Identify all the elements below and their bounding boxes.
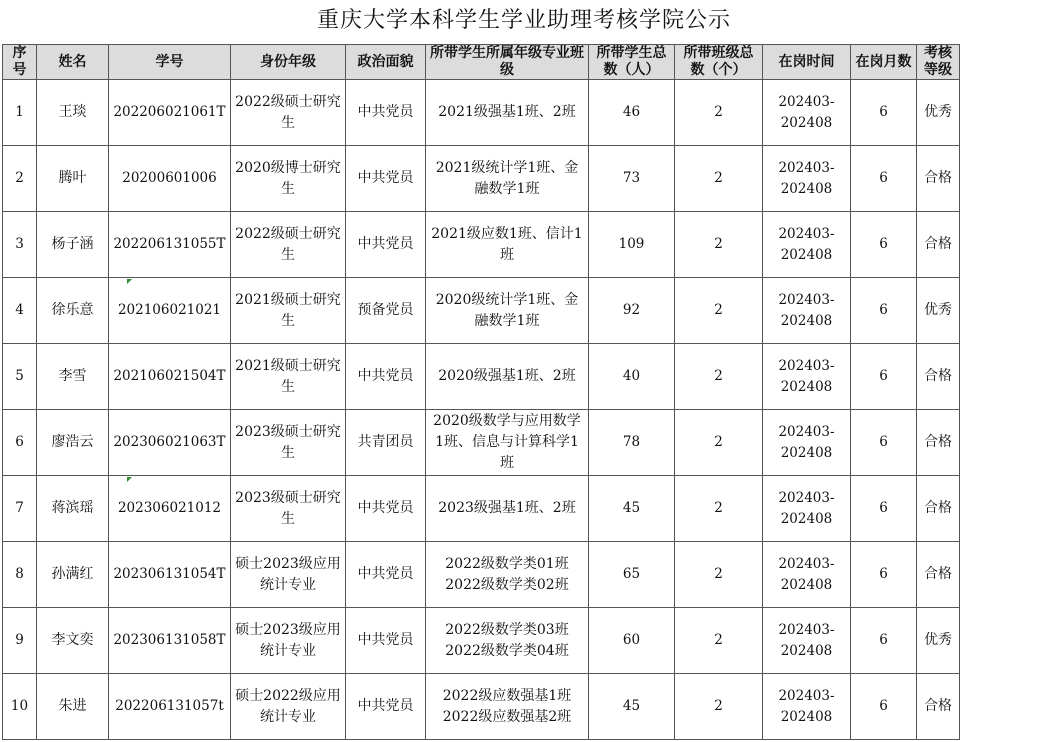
col-header-students: 所带学生总数（人）: [589, 45, 675, 80]
cell-no: 5: [3, 344, 37, 410]
table-row: [3, 476, 960, 542]
cell-name: 孙满红: [37, 542, 109, 608]
cell-grade: 2021级硕士研究生: [231, 344, 346, 410]
col-header-period: 在岗时间: [763, 45, 851, 80]
col-header-name: 姓名: [37, 45, 109, 80]
cell-name: 徐乐意: [37, 278, 109, 344]
cell-name: 蒋滨瑶: [37, 476, 109, 542]
cell-rating: 合格: [917, 212, 960, 278]
cell-student-count: 60: [589, 608, 675, 674]
cell-rating: 优秀: [917, 278, 960, 344]
cell-period: 202403-202408: [763, 278, 851, 344]
cell-rating: 合格: [917, 146, 960, 212]
page-title: 重庆大学本科学生学业助理考核学院公示: [316, 8, 731, 33]
cell-classes: 2023级强基1班、2班: [426, 476, 589, 542]
cell-student-count: 46: [589, 80, 675, 146]
cell-student-count: 65: [589, 542, 675, 608]
cell-grade: 2022级硕士研究生: [231, 212, 346, 278]
col-header-months: 在岗月数: [851, 45, 917, 80]
cell-months: 6: [851, 80, 917, 146]
cell-period: 202403-202408: [763, 212, 851, 278]
cell-political-status: 中共党员: [346, 542, 426, 608]
cell-student-id: 202206131057t: [109, 674, 231, 740]
cell-months: 6: [851, 146, 917, 212]
cell-student-id: 202306021063T: [109, 410, 231, 476]
cell-student-id: 202206131055T: [109, 212, 231, 278]
cell-period: 202403-202408: [763, 146, 851, 212]
cell-grade: 2021级硕士研究生: [231, 278, 346, 344]
cell-classes: 2020级数学与应用数学1班、信息与计算科学1班: [426, 410, 589, 476]
cell-class-count: 2: [675, 476, 763, 542]
cell-rating: 合格: [917, 476, 960, 542]
cell-no: 7: [3, 476, 37, 542]
cell-no: 9: [3, 608, 37, 674]
cell-period: 202403-202408: [763, 542, 851, 608]
cell-no: 1: [3, 80, 37, 146]
cell-name: 李文奕: [37, 608, 109, 674]
col-header-political: 政治面貌: [346, 45, 426, 80]
cell-period: 202403-202408: [763, 476, 851, 542]
cell-months: 6: [851, 212, 917, 278]
cell-classes: 2022级应数强基1班 2022级应数强基2班: [426, 674, 589, 740]
cell-name: 腾叶: [37, 146, 109, 212]
cell-rating: 合格: [917, 410, 960, 476]
cell-grade: 硕士2023级应用统计专业: [231, 608, 346, 674]
cell-student-id: 202306131058T: [109, 608, 231, 674]
cell-student-count: 109: [589, 212, 675, 278]
cell-classes: 2022级数学类01班 2022级数学类02班: [426, 542, 589, 608]
cell-grade: 2023级硕士研究生: [231, 410, 346, 476]
table-row: [3, 410, 960, 476]
comment-marker: [127, 477, 132, 482]
cell-months: 6: [851, 344, 917, 410]
cell-political-status: 共青团员: [346, 410, 426, 476]
cell-grade: 硕士2022级应用统计专业: [231, 674, 346, 740]
cell-rating: 合格: [917, 542, 960, 608]
cell-grade: 2022级硕士研究生: [231, 80, 346, 146]
cell-grade: 2020级博士研究生: [231, 146, 346, 212]
cell-months: 6: [851, 674, 917, 740]
table-row: [3, 146, 960, 212]
header-row: [3, 45, 960, 80]
cell-period: 202403-202408: [763, 410, 851, 476]
cell-class-count: 2: [675, 542, 763, 608]
cell-class-count: 2: [675, 608, 763, 674]
cell-no: 3: [3, 212, 37, 278]
col-header-grade: 身份年级: [231, 45, 346, 80]
table-row: [3, 542, 960, 608]
cell-student-id: 202106021021: [109, 278, 231, 344]
cell-student-count: 92: [589, 278, 675, 344]
cell-classes: 2021级强基1班、2班: [426, 80, 589, 146]
cell-name: 朱进: [37, 674, 109, 740]
table-row: [3, 674, 960, 740]
cell-political-status: 中共党员: [346, 344, 426, 410]
cell-political-status: 预备党员: [346, 278, 426, 344]
cell-student-count: 40: [589, 344, 675, 410]
cell-student-id: 202306131054T: [109, 542, 231, 608]
cell-months: 6: [851, 476, 917, 542]
cell-class-count: 2: [675, 674, 763, 740]
cell-political-status: 中共党员: [346, 146, 426, 212]
table-row: [3, 608, 960, 674]
cell-class-count: 2: [675, 410, 763, 476]
cell-student-id: 202206021061T: [109, 80, 231, 146]
cell-no: 6: [3, 410, 37, 476]
cell-class-count: 2: [675, 344, 763, 410]
cell-rating: 合格: [917, 674, 960, 740]
cell-student-count: 73: [589, 146, 675, 212]
cell-political-status: 中共党员: [346, 674, 426, 740]
cell-classes: 2020级强基1班、2班: [426, 344, 589, 410]
cell-class-count: 2: [675, 146, 763, 212]
col-header-id: 学号: [109, 45, 231, 80]
cell-rating: 优秀: [917, 80, 960, 146]
cell-student-id: 20200601006: [109, 146, 231, 212]
cell-period: 202403-202408: [763, 80, 851, 146]
cell-months: 6: [851, 410, 917, 476]
cell-no: 8: [3, 542, 37, 608]
cell-rating: 合格: [917, 344, 960, 410]
table-row: [3, 212, 960, 278]
assessment-table: [2, 44, 960, 740]
col-header-classes: 所带学生所属年级专业班级: [426, 45, 589, 80]
cell-no: 4: [3, 278, 37, 344]
cell-period: 202403-202408: [763, 674, 851, 740]
col-header-no: 序号: [3, 45, 37, 80]
cell-classes: 2022级数学类03班 2022级数学类04班: [426, 608, 589, 674]
cell-period: 202403-202408: [763, 344, 851, 410]
cell-class-count: 2: [675, 212, 763, 278]
cell-period: 202403-202408: [763, 608, 851, 674]
comment-marker: [127, 279, 132, 284]
cell-months: 6: [851, 542, 917, 608]
cell-student-id: 202306021012: [109, 476, 231, 542]
cell-rating: 优秀: [917, 608, 960, 674]
table-row: [3, 278, 960, 344]
cell-political-status: 中共党员: [346, 476, 426, 542]
cell-grade: 硕士2023级应用统计专业: [231, 542, 346, 608]
cell-name: 王琰: [37, 80, 109, 146]
cell-student-count: 45: [589, 476, 675, 542]
cell-political-status: 中共党员: [346, 80, 426, 146]
col-header-rating: 考核等级: [917, 45, 960, 80]
cell-student-count: 45: [589, 674, 675, 740]
cell-name: 廖浩云: [37, 410, 109, 476]
cell-months: 6: [851, 608, 917, 674]
cell-student-count: 78: [589, 410, 675, 476]
col-header-class-count: 所带班级总数（个）: [675, 45, 763, 80]
cell-name: 李雪: [37, 344, 109, 410]
cell-name: 杨子涵: [37, 212, 109, 278]
cell-classes: 2021级应数1班、信计1班: [426, 212, 589, 278]
cell-classes: 2021级统计学1班、金融数学1班: [426, 146, 589, 212]
table-row: [3, 344, 960, 410]
cell-student-id: 202106021504T: [109, 344, 231, 410]
table-row: [3, 80, 960, 146]
cell-grade: 2023级硕士研究生: [231, 476, 346, 542]
cell-political-status: 中共党员: [346, 608, 426, 674]
cell-months: 6: [851, 278, 917, 344]
cell-classes: 2020级统计学1班、金融数学1班: [426, 278, 589, 344]
cell-class-count: 2: [675, 278, 763, 344]
cell-no: 10: [3, 674, 37, 740]
cell-political-status: 中共党员: [346, 212, 426, 278]
cell-class-count: 2: [675, 80, 763, 146]
cell-no: 2: [3, 146, 37, 212]
